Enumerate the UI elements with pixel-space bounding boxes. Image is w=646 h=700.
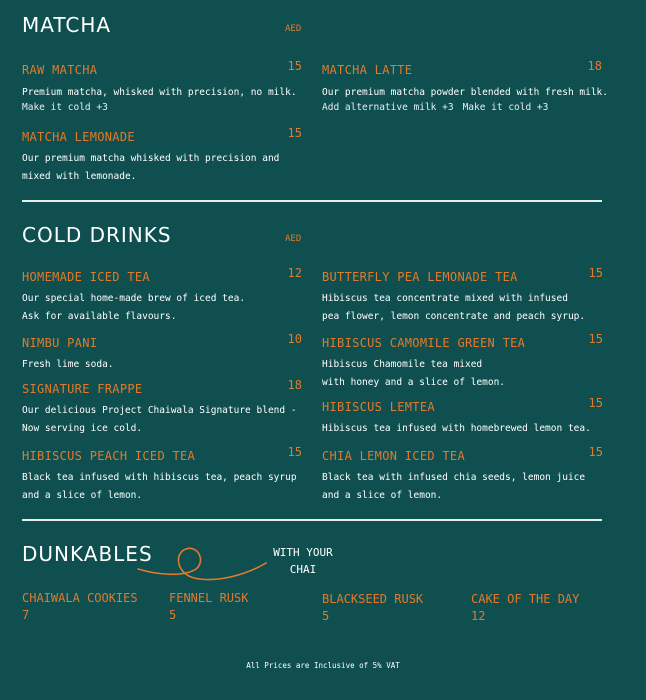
- item-price: 15: [588, 332, 603, 346]
- item-name: SIGNATURE FRAPPE: [22, 382, 143, 396]
- item-price: 18: [587, 59, 602, 73]
- currency-label: AED: [285, 234, 302, 244]
- item-description: Hibiscus Chamomile tea mixed: [322, 359, 483, 370]
- item-description: Hibiscus tea infused with homebrewed lemon tea.: [322, 423, 591, 434]
- dunkable-item: [22, 591, 138, 622]
- divider: [22, 200, 602, 202]
- item-description: Black tea infused with hibiscus tea, peach syrup: [22, 472, 297, 483]
- item-description: and a slice of lemon.: [22, 490, 143, 501]
- item-name: CHIA LEMON ICED TEA: [322, 449, 465, 463]
- item-price: 15: [287, 445, 302, 459]
- item-extra: Make it cold +3: [462, 102, 549, 113]
- item-price: 15: [588, 266, 603, 280]
- item-extra: Add alternative milk +3: [322, 102, 454, 113]
- item-description: Fresh lime soda.: [22, 359, 114, 370]
- section-title-dunkables: DUNKABLES: [22, 542, 153, 566]
- item-name: HIBISCUS PEACH ICED TEA: [22, 449, 196, 463]
- item-price: 7: [22, 608, 30, 622]
- item-name: BUTTERFLY PEA LEMONADE TEA: [322, 270, 518, 284]
- item-description: Hibiscus tea concentrate mixed with infused: [322, 293, 568, 304]
- divider: [22, 519, 602, 521]
- item-price: 12: [287, 266, 302, 280]
- item-name: CAKE OF THE DAY: [471, 592, 580, 606]
- section-title-cold-drinks: COLD DRINKS: [22, 223, 172, 247]
- item-name: MATCHA LATTE: [322, 63, 413, 77]
- menu-item: [322, 396, 603, 438]
- item-name: FENNEL RUSK: [169, 591, 249, 605]
- currency-label: AED: [285, 24, 302, 34]
- item-description: Our delicious Project Chaiwala Signature blend -: [22, 405, 297, 416]
- menu-item: [22, 332, 302, 374]
- item-description: Premium matcha, whisked with precision, no milk.: [22, 87, 297, 98]
- item-name: HIBISCUS CAMOMILE GREEN TEA: [322, 336, 526, 350]
- item-price: 5: [322, 609, 330, 623]
- item-price: 18: [287, 378, 302, 392]
- item-name: CHAIWALA COOKIES: [22, 591, 138, 605]
- item-name: HOMEMADE ICED TEA: [22, 270, 150, 284]
- menu-item: [22, 378, 302, 438]
- dunkable-item: [322, 592, 423, 623]
- menu-item: [322, 332, 603, 392]
- dunkable-item: [169, 591, 248, 622]
- item-description: pea flower, lemon concentrate and peach syrup.: [322, 311, 586, 322]
- item-price: 15: [287, 59, 302, 73]
- item-price: 10: [287, 332, 302, 346]
- menu-item: [322, 445, 603, 505]
- tagline-line: WITH YOUR: [273, 546, 333, 559]
- item-description: with honey and a slice of lemon.: [322, 377, 506, 388]
- item-description: Our premium matcha powder blended with fresh milk.: [322, 87, 608, 98]
- item-description: Black tea with infused chia seeds, lemon juice: [322, 472, 586, 483]
- section-title-matcha: MATCHA: [22, 13, 112, 37]
- menu-item: [22, 126, 302, 186]
- menu-item: [322, 266, 603, 326]
- dunkable-item: [471, 592, 579, 623]
- menu-item: [322, 59, 608, 113]
- item-description: Our special home-made brew of iced tea.: [22, 293, 246, 304]
- item-price: 15: [588, 445, 603, 459]
- vat-footer: All Prices are Inclusive of 5% VAT: [246, 661, 400, 670]
- tagline-line: CHAI: [289, 563, 317, 576]
- item-price: 12: [471, 609, 486, 623]
- item-description: and a slice of lemon.: [322, 490, 443, 501]
- item-extra: Make it cold +3: [22, 102, 108, 113]
- item-price: 15: [287, 126, 302, 140]
- dunkables-tagline: [266, 544, 340, 578]
- item-name: MATCHA LEMONADE: [22, 130, 135, 144]
- item-name: RAW MATCHA: [22, 63, 98, 77]
- menu-item: [22, 445, 302, 505]
- item-price: 15: [588, 396, 603, 410]
- item-description: Our premium matcha whisked with precision and: [22, 153, 280, 164]
- item-description: Ask for available flavours.: [22, 311, 177, 322]
- swirl-decoration-icon: [136, 543, 270, 585]
- item-description: Now serving ice cold.: [22, 423, 143, 434]
- item-name: HIBISCUS LEMTEA: [322, 400, 435, 414]
- item-price: 5: [169, 608, 177, 622]
- item-description: mixed with lemonade.: [22, 171, 137, 182]
- menu-item: [22, 266, 302, 326]
- item-name: BLACKSEED RUSK: [322, 592, 424, 606]
- menu-item: [22, 59, 302, 113]
- item-name: NIMBU PANI: [22, 336, 98, 350]
